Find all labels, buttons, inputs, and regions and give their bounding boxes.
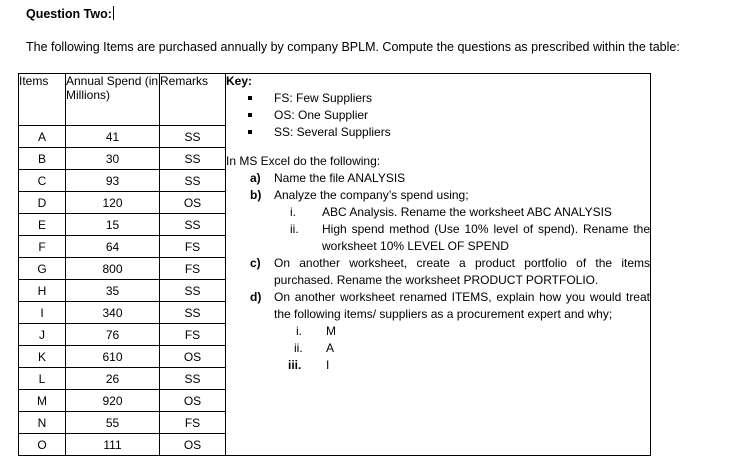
- instruction-b: b) Analyze the company’s spend using;: [250, 188, 469, 202]
- excel-intro: In MS Excel do the following:: [226, 154, 381, 168]
- spend-cell: 800: [66, 258, 160, 280]
- item-cell: N: [19, 412, 66, 434]
- header-items: Items: [19, 74, 66, 126]
- question-heading: Question Two:: [26, 7, 112, 21]
- instruction-d-ii: ii. A: [294, 341, 335, 355]
- spend-cell: 55: [66, 412, 160, 434]
- square-bullet-icon: [248, 96, 252, 100]
- text-cursor: [113, 6, 114, 20]
- item-cell: H: [19, 280, 66, 302]
- spend-cell: 920: [66, 390, 160, 412]
- spend-cell: 35: [66, 280, 160, 302]
- item-cell: L: [19, 368, 66, 390]
- remark-cell: OS: [160, 434, 226, 456]
- remark-cell: FS: [160, 258, 226, 280]
- instruction-b-ii: ii. High spend method (Use 10% level of spend). Rename the worksheet 10% LEVEL OF SPEND: [290, 222, 650, 253]
- item-cell: C: [19, 170, 66, 192]
- remark-cell: SS: [160, 368, 226, 390]
- remark-cell: FS: [160, 412, 226, 434]
- item-cell: E: [19, 214, 66, 236]
- remark-cell: FS: [160, 236, 226, 258]
- item-cell: B: [19, 148, 66, 170]
- spend-cell: 41: [66, 126, 160, 148]
- remark-cell: SS: [160, 126, 226, 148]
- items-table: [18, 73, 651, 456]
- key-entry-ss: SS: Several Suppliers: [226, 124, 650, 141]
- remark-cell: OS: [160, 390, 226, 412]
- header-remarks: Remarks: [160, 74, 226, 126]
- remark-cell: OS: [160, 192, 226, 214]
- instruction-d: d) On another worksheet renamed ITEMS, explain how you would treat the following items/ suppliers as a procurement expert and why;: [250, 290, 650, 321]
- key-list: [226, 90, 650, 141]
- square-bullet-icon: [248, 113, 252, 117]
- remark-cell: SS: [160, 302, 226, 324]
- table-header-row: [19, 74, 651, 126]
- item-cell: J: [19, 324, 66, 346]
- spend-cell: 76: [66, 324, 160, 346]
- spend-cell: 111: [66, 434, 160, 456]
- remark-cell: SS: [160, 280, 226, 302]
- remark-cell: OS: [160, 346, 226, 368]
- remark-cell: SS: [160, 214, 226, 236]
- instruction-a: a) Name the file ANALYSIS: [250, 171, 406, 185]
- key-title: Key:: [226, 74, 253, 88]
- spend-cell: 64: [66, 236, 160, 258]
- instruction-d-iii: iii. I: [288, 358, 330, 372]
- item-cell: K: [19, 346, 66, 368]
- key-entry-os: OS: One Supplier: [226, 107, 650, 124]
- remark-cell: SS: [160, 148, 226, 170]
- item-cell: O: [19, 434, 66, 456]
- square-bullet-icon: [248, 130, 252, 134]
- remark-cell: FS: [160, 324, 226, 346]
- item-cell: F: [19, 236, 66, 258]
- spend-cell: 93: [66, 170, 160, 192]
- item-cell: G: [19, 258, 66, 280]
- item-cell: A: [19, 126, 66, 148]
- spend-cell: 26: [66, 368, 160, 390]
- spend-cell: 15: [66, 214, 160, 236]
- spend-cell: 30: [66, 148, 160, 170]
- spend-cell: 340: [66, 302, 160, 324]
- spend-cell: 120: [66, 192, 160, 214]
- key-instructions-cell: [226, 74, 651, 456]
- item-cell: I: [19, 302, 66, 324]
- instruction-c: c) On another worksheet, create a product portfolio of the items purchased. Rename the worksheet PRODUCT PORTFOLIO.: [250, 256, 650, 287]
- key-entry-fs: FS: Few Suppliers: [226, 90, 650, 107]
- spend-cell: 610: [66, 346, 160, 368]
- item-cell: D: [19, 192, 66, 214]
- remark-cell: SS: [160, 170, 226, 192]
- instruction-b-i: i. ABC Analysis. Rename the worksheet ABC ANALYSIS: [290, 205, 612, 219]
- item-cell: M: [19, 390, 66, 412]
- header-annual-spend: Annual Spend (in Millions): [66, 74, 160, 126]
- instruction-d-i: i. M: [296, 324, 336, 338]
- intro-paragraph: The following Items are purchased annually by company BPLM. Compute the questions as prescribed within the table:: [26, 40, 680, 54]
